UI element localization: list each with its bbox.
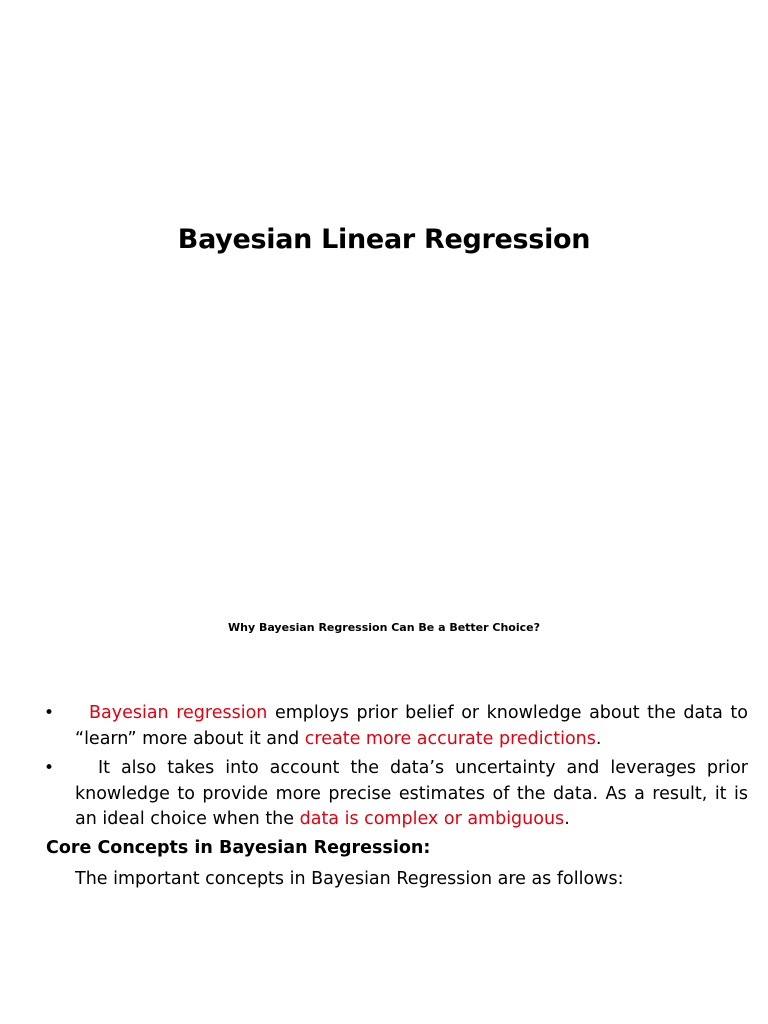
highlight-bayesian-regression: Bayesian regression — [89, 703, 268, 723]
bullet-icon: • — [44, 703, 55, 723]
bullet-item-prior-belief — [44, 701, 748, 752]
highlight-accurate-predictions: create more accurate predictions — [304, 728, 596, 749]
bullet-text: employs prior belief or knowledge about the data to “learn” more about it and — [75, 703, 748, 749]
section-heading: Core Concepts in Bayesian Regression: — [46, 838, 431, 858]
highlight-complex-data: data is complex or ambiguous — [299, 809, 565, 829]
section-text: The important concepts in Bayesian Regression are as follows: — [75, 869, 624, 889]
slide-subtitle: Why Bayesian Regression Can Be a Better Choice? — [228, 621, 540, 634]
bullet-item-uncertainty — [44, 756, 748, 833]
bullet-text-end: . — [595, 728, 602, 749]
slide-title: Bayesian Linear Regression — [177, 224, 591, 255]
bullet-text: It also takes into account the data’s uncertainty and leverages prior knowledge to provide more precise estimates of the data. As a result, it is an ideal choice when the — [75, 758, 748, 829]
bullet-text-end: . — [564, 809, 570, 829]
bullet-list — [44, 701, 748, 837]
bullet-icon: • — [44, 758, 55, 778]
